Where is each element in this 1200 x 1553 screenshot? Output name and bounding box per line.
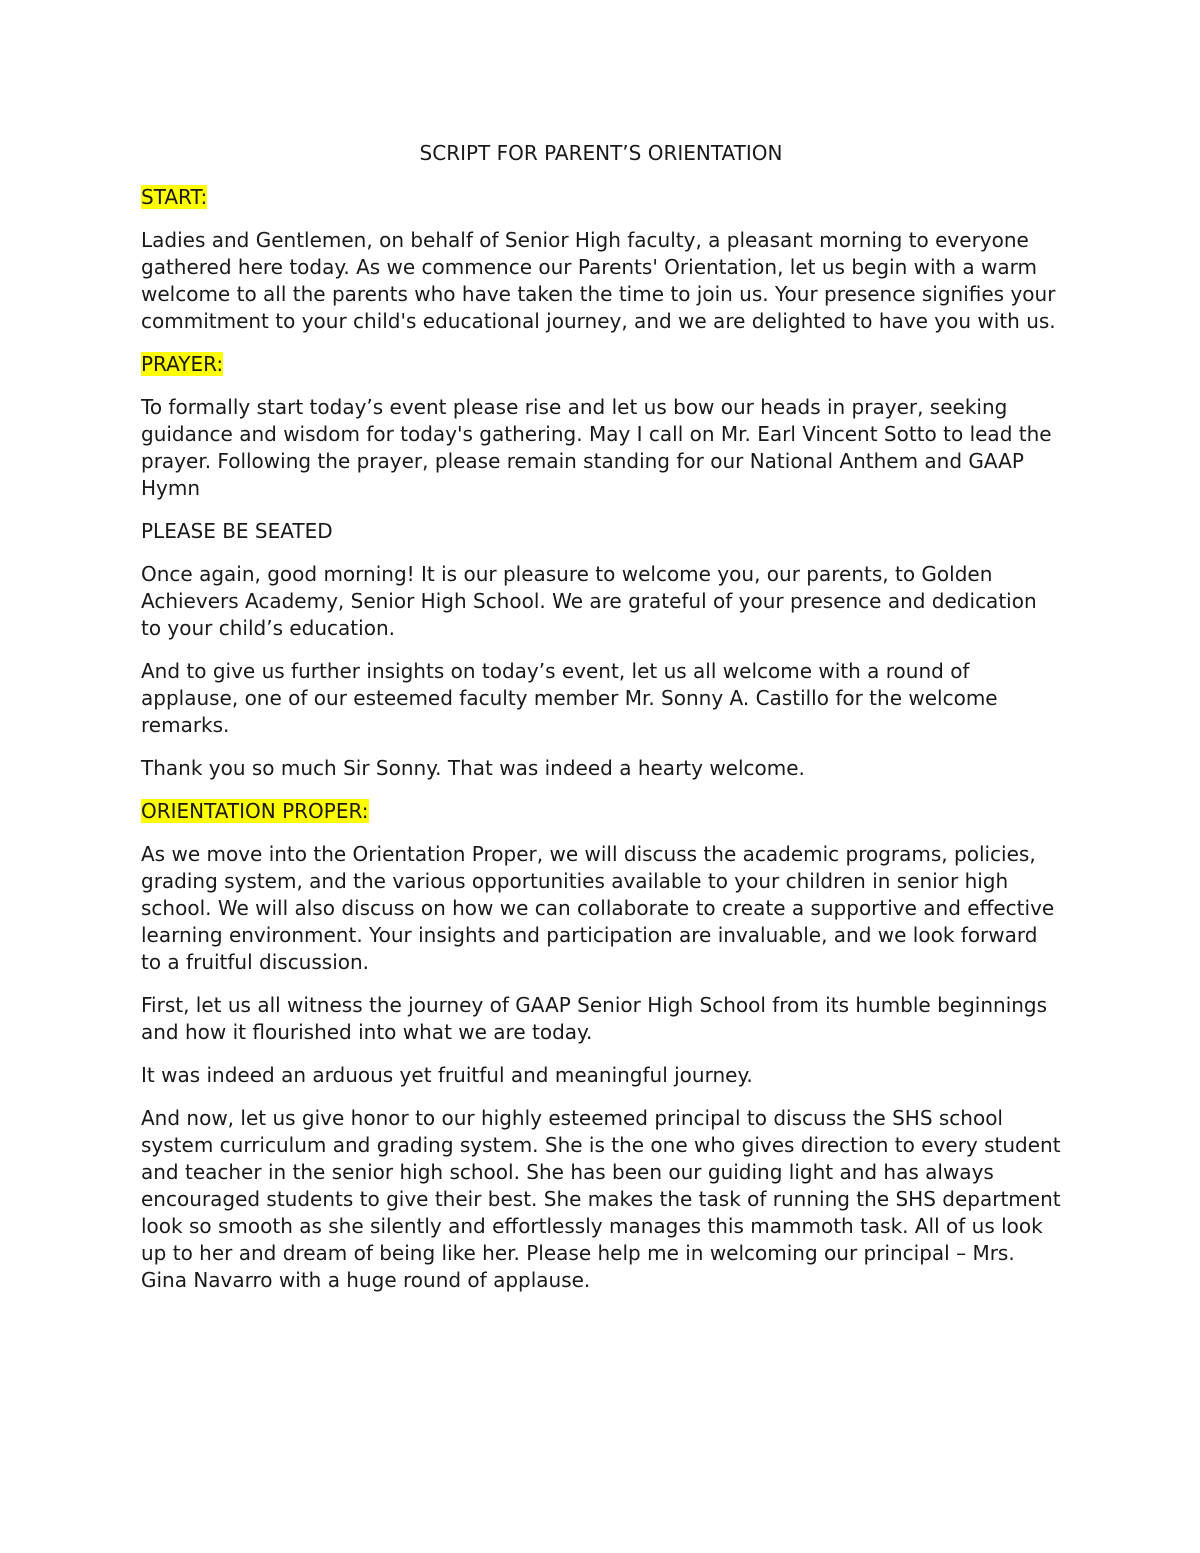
paragraph-principal-intro: And now, let us give honor to our highly esteemed principal to discuss the SHS school system curriculum and grading system. She is the one who gives direction to every student and teacher in the senior high school. She has been our guiding light and has always encouraged students to give their best. She makes the task of running the SHS department look so smooth as she silently and effortlessly manages this mammoth task. All of us look up to her and dream of being like her. Please help me in welcoming our principal – Mrs. Gina Navarro with a huge round of applause. (141, 1106, 1061, 1292)
paragraph-thank-you: Thank you so much Sir Sonny. That was indeed a hearty welcome. (141, 756, 805, 780)
paragraph-please-be-seated: PLEASE BE SEATED (141, 519, 333, 543)
section-heading-orientation-proper (141, 798, 1061, 825)
highlighted-heading-label: START: (141, 185, 208, 209)
paragraph-orientation-proper: As we move into the Orientation Proper, we will discuss the academic programs, policies, grading system, and the various opportunities available to your children in senior high school. We will also discuss on how we can collaborate to create a supportive and effective learning environment. Your insights and participation are invaluable, and we look forward to a fruitful discussion. (141, 842, 1055, 974)
highlighted-heading-label: PRAYER: (141, 352, 224, 376)
paragraph-welcome-remarks: And to give us further insights on today’s event, let us all welcome with a round of applause, one of our esteemed faculty member Mr. Sonny A. Castillo for the welcome remarks. (141, 659, 998, 737)
document-title: SCRIPT FOR PARENT’S ORIENTATION (419, 141, 783, 165)
section-heading-start (141, 184, 1061, 211)
highlighted-heading-label: ORIENTATION PROPER: (141, 799, 369, 823)
document-body (141, 138, 1061, 1310)
paragraph-welcome: Ladies and Gentlemen, on behalf of Senior High faculty, a pleasant morning to everyone gathered here today. As we commence our Parents' Orientation, let us begin with a warm welcome to all the parents who have taken the time to join us. Your presence signifies your commitment to your child's educational journey, and we are delighted to have you with us. (141, 228, 1056, 333)
paragraph-good-morning: Once again, good morning! It is our pleasure to welcome you, our parents, to Golden Achievers Academy, Senior High School. We are grateful of your presence and dedication to your child’s education. (141, 562, 1037, 640)
paragraph-prayer: To formally start today’s event please rise and let us bow our heads in prayer, seeking guidance and wisdom for today's gathering. May I call on Mr. Earl Vincent Sotto to lead the prayer. Following the prayer, please remain standing for our National Anthem and GAAP Hymn (141, 395, 1052, 500)
section-heading-prayer (141, 351, 1061, 378)
paragraph-journey-remark: It was indeed an arduous yet fruitful and meaningful journey. (141, 1063, 753, 1087)
paragraph-journey-intro: First, let us all witness the journey of GAAP Senior High School from its humble beginnings and how it flourished into what we are today. (141, 993, 1048, 1044)
